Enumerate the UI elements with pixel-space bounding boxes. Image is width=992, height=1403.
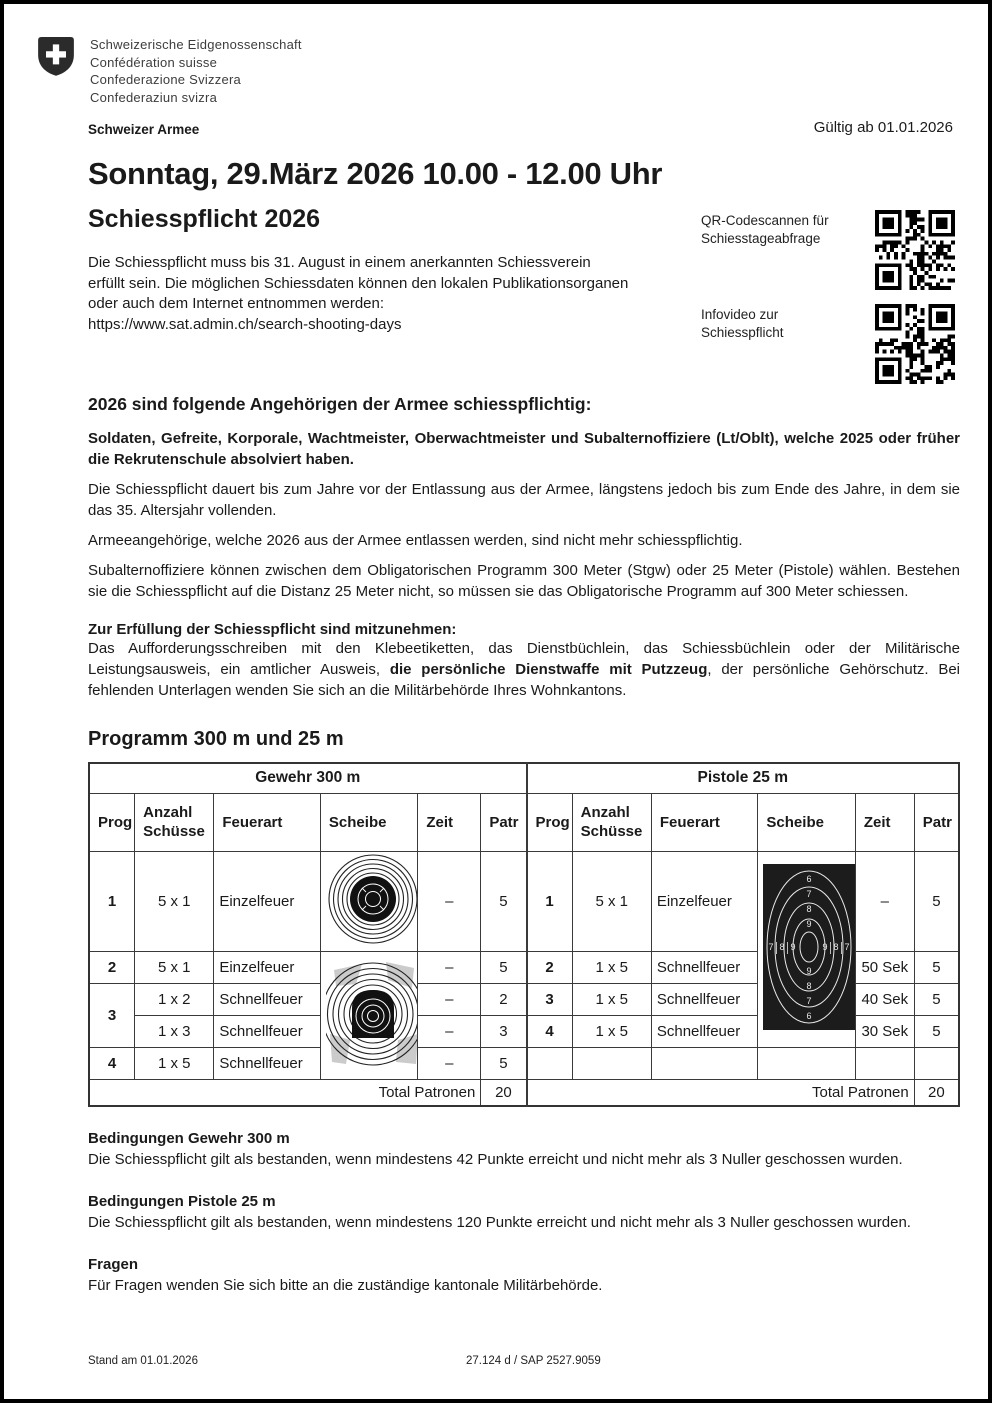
col-header-zeit: Zeit bbox=[855, 793, 914, 851]
wordmark-fr: Confédération suisse bbox=[90, 54, 218, 70]
wordmark-de: Schweizerische Eidgenossenschaft bbox=[90, 37, 302, 52]
questions-section bbox=[88, 1256, 960, 1296]
svg-text:7: 7 bbox=[806, 996, 812, 1006]
svg-text:9: 9 bbox=[806, 919, 812, 929]
duty-paragraph-duration: Die Schiesspflicht dauert bis zum Jahre vor der Entlassung aus der Armee, längstens jedoch bis zum Ende des Jahre, in dem sie das 35. Altersjahr vollenden. bbox=[88, 481, 960, 519]
intro-paragraph bbox=[88, 253, 728, 335]
intro-line: erfüllt sein. Die möglichen Schiessdaten können den lokalen Publikationsorganen bbox=[88, 274, 629, 292]
main-content bbox=[88, 394, 960, 1296]
svg-text:6: 6 bbox=[806, 1011, 812, 1021]
svg-text:7: 7 bbox=[806, 889, 812, 899]
col-header-patr: Patr bbox=[481, 793, 527, 851]
svg-text:9: 9 bbox=[806, 966, 812, 976]
bring-paragraph: Das Aufforderungsschreiben mit den Klebeetiketten, das Dienstbüchlein, das Schiessbüchlein oder der Militärische Leistungsausweis, ein amtlicher Ausweis, die persönliche Dienstwaffe mit Putzzeug, der persönliche Gehörschutz. Bei fehlenden Unterlagen wenden Sie sich an die Militärbehörde Ihres Wohnkantons. bbox=[88, 640, 960, 699]
svg-text:8: 8 bbox=[806, 904, 812, 914]
svg-text:8: 8 bbox=[833, 942, 839, 952]
svg-text:7: 7 bbox=[768, 942, 774, 952]
org-label: Schweizer Armee bbox=[88, 122, 200, 137]
page-title: Sonntag, 29.März 2026 10.00 - 12.00 Uhr bbox=[88, 156, 663, 191]
rifle-target-a-image bbox=[320, 851, 417, 951]
col-header-schuesse: Anzahl Schüsse bbox=[572, 793, 651, 851]
rifle-target-b-image bbox=[320, 951, 417, 1079]
svg-text:8: 8 bbox=[779, 942, 785, 952]
conditions-gewehr-text: Die Schiesspflicht gilt als bestanden, wenn mindestens 42 Punkte erreicht und nicht mehr als 3 Nuller geschossen wurden. bbox=[88, 1151, 903, 1168]
col-header-scheibe: Scheibe bbox=[758, 793, 855, 851]
footer-date: Stand am 01.01.2026 bbox=[88, 1355, 198, 1367]
intro-line: oder auch dem Internet entnommen werden: bbox=[88, 295, 385, 312]
col-header-zeit: Zeit bbox=[418, 793, 481, 851]
qr-section bbox=[701, 210, 955, 384]
pistole-total-value: 20 bbox=[914, 1079, 959, 1106]
table-total-row bbox=[89, 1079, 959, 1106]
pistol-target-image bbox=[758, 851, 855, 1047]
bring-bold-weapon: die persönliche Dienstwaffe mit Putzzeug bbox=[389, 661, 708, 678]
table-row: 1 5 x 1 Einzelfeuer – 5 1 5 x 1 Einzelfeuer 6 7 8 9 9 8 7 6 7 8 9 9 8 7 – 5 bbox=[89, 851, 959, 951]
svg-text:8: 8 bbox=[806, 981, 812, 991]
footer-document-number: 27.124 d / SAP 2527.9059 bbox=[466, 1355, 601, 1367]
wordmark-rm: Confederaziun svizra bbox=[90, 89, 218, 105]
qr-code-shooting-days bbox=[875, 210, 955, 290]
conditions-gewehr-heading: Bedingungen Gewehr 300 m bbox=[88, 1130, 290, 1147]
shooting-days-url[interactable]: https://www.sat.admin.ch/search-shooting-days bbox=[88, 315, 402, 333]
duty-paragraph-officers: Subalternoffiziere können zwischen dem Obligatorischen Programm 300 Meter (Stgw) oder 25 Meter (Pistole) wählen. Bestehen sie die Schiesspflicht auf die Distanz 25 Meter nicht, so müssen sie das Obligatorische Programm auf 300 Meter schiessen. bbox=[88, 562, 960, 600]
program-table bbox=[88, 762, 960, 1107]
gewehr-total-label: Total Patronen bbox=[89, 1079, 481, 1106]
qr-code-infovideo bbox=[875, 304, 955, 384]
col-header-scheibe: Scheibe bbox=[320, 793, 417, 851]
page-subtitle: Schiesspflicht 2026 bbox=[88, 205, 321, 233]
wordmark-it: Confederazione Svizzera bbox=[90, 72, 241, 87]
svg-text:7: 7 bbox=[844, 942, 850, 952]
table-row: 1 x 3 Schnellfeuer – 3 4 1 x 5 Schnellfeuer 30 Sek 5 bbox=[89, 1015, 959, 1047]
questions-heading: Fragen bbox=[88, 1256, 139, 1273]
col-header-feuerart: Feuerart bbox=[214, 793, 321, 851]
conditions-pistole bbox=[88, 1193, 960, 1233]
valid-from-label: Gültig ab 01.01.2026 bbox=[813, 119, 953, 136]
conditions-gewehr bbox=[88, 1130, 960, 1170]
duty-heading: 2026 sind folgende Angehörigen der Armee schiesspflichtig: bbox=[88, 394, 592, 414]
col-header-prog: Prog bbox=[527, 793, 573, 851]
pistole-total-label: Total Patronen bbox=[527, 1079, 915, 1106]
qr-row-infovideo bbox=[701, 304, 955, 384]
federal-wordmark bbox=[90, 36, 302, 106]
qr-label-infovideo: Infovideo zur Schiesspflicht bbox=[701, 307, 784, 340]
gewehr-total-value: 20 bbox=[481, 1079, 527, 1106]
intro-line: Die Schiesspflicht muss bis 31. August in einem anerkannten Schiessverein bbox=[88, 254, 591, 271]
program-heading: Programm 300 m und 25 m bbox=[88, 728, 344, 750]
bring-heading: Zur Erfüllung der Schiesspflicht sind mitzunehmen: bbox=[88, 621, 457, 638]
col-header-feuerart: Feuerart bbox=[651, 793, 758, 851]
qr-row-shooting-days bbox=[701, 210, 955, 290]
duty-paragraph-ranks: Soldaten, Gefreite, Korporale, Wachtmeister, Oberwachtmeister und Subalternoffiziere (Lt/Oblt), welche 2025 oder früher die Rekrutenschule absolviert haben. bbox=[88, 430, 960, 468]
col-header-prog: Prog bbox=[89, 793, 135, 851]
svg-text:6: 6 bbox=[806, 874, 812, 884]
bring-section bbox=[88, 621, 960, 701]
empty-scheibe-cell bbox=[758, 1047, 855, 1079]
conditions-pistole-heading: Bedingungen Pistole 25 m bbox=[88, 1193, 276, 1210]
gewehr-section-header: Gewehr 300 m bbox=[89, 763, 527, 793]
table-row: 3 1 x 2 Schnellfeuer – 2 3 1 x 5 Schnellfeuer 40 Sek 5 bbox=[89, 983, 959, 1015]
federal-header bbox=[37, 36, 302, 106]
svg-text:9: 9 bbox=[822, 942, 828, 952]
svg-text:9: 9 bbox=[790, 942, 796, 952]
duty-paragraph-discharged: Armeeangehörige, welche 2026 aus der Armee entlassen werden, sind nicht mehr schiesspflichtig. bbox=[88, 532, 743, 549]
col-header-schuesse: Anzahl Schüsse bbox=[135, 793, 214, 851]
questions-text: Für Fragen wenden Sie sich bitte an die zuständige kantonale Militärbehörde. bbox=[88, 1277, 603, 1294]
conditions-pistole-text: Die Schiesspflicht gilt als bestanden, wenn mindestens 120 Punkte erreicht und nicht mehr als 3 Nuller geschossen wurden. bbox=[88, 1214, 911, 1231]
table-row: 2 5 x 1 Einzelfeuer – 5 2 1 x 5 Schnellfeuer 50 Sek 5 bbox=[89, 951, 959, 983]
table-row: 4 1 x 5 Schnellfeuer – 5 bbox=[89, 1047, 959, 1079]
col-header-patr: Patr bbox=[914, 793, 959, 851]
swiss-coat-of-arms-icon bbox=[37, 36, 75, 82]
pistole-section-header: Pistole 25 m bbox=[527, 763, 960, 793]
qr-label-shooting-days: QR-Codescannen für Schiesstageabfrage bbox=[701, 213, 829, 246]
